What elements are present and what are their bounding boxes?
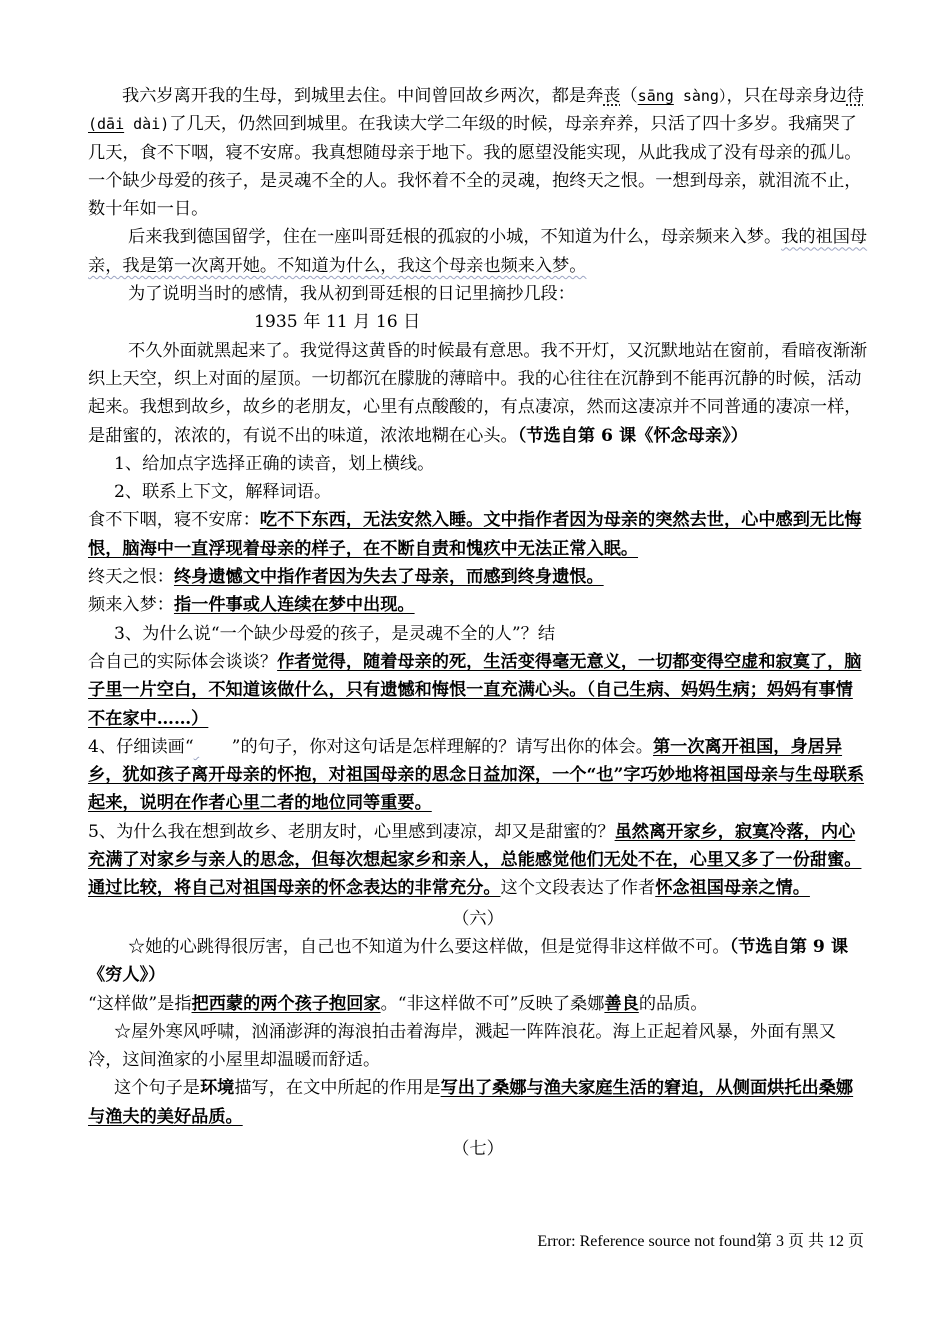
dotted-char: 丧 [603,86,621,106]
term-label: 终天之恨： [88,567,174,588]
pinyin-option: sāng [637,87,674,105]
wavy-line-sample [194,733,232,761]
text: “这样做”是指 [88,993,192,1014]
dotted-char: 待 [846,86,864,106]
text: 我六岁离开我的生母，到城里去住。中间曾回故乡两次，都是奔 [122,86,604,106]
question-3: 3、为什么说“一个缺少母爱的孩子，是灵魂不全的人”？结 [114,623,556,644]
pinyin-option: sàng） [673,87,727,105]
answer: 第一次离开祖国，身居异乡，犹如孩子离开母亲的怀抱，对祖国母亲的思念日益加深，一个“也”字巧妙地将祖国母亲与生母联系起来，说明在作者心里二者的地位同等重要。 [88,736,865,814]
answer: 写出了桑娜与渔夫家庭生活的窘迫，从侧面烘托出桑娜与渔夫的美好品质。 [88,1078,854,1127]
answer: 怀念祖国母亲之情。 [655,878,810,899]
text: 后来我到德国留学，住在一座叫哥廷根的孤寂的小城，不知道为什么，母亲频来入梦。 [128,227,782,248]
text: ☆她的心跳得很厉害，自己也不知道为什么要这样做，但是觉得非这样做不可。 [128,936,730,957]
document-page [88,82,868,1163]
text: 的品质。 [638,993,708,1014]
passage-paragraph-4 [88,337,868,450]
text: 。“非这样做不可”反映了桑娜 [380,993,605,1014]
question-2: 2、联系上下文，解释词语。 [114,482,332,503]
text: 4、仔细读画“ [88,736,194,757]
question-4 [88,733,868,818]
term-label: 食不下咽，寝不安席： [88,510,260,531]
question-1: 1、给加点字选择正确的读音，划上横线。 [114,453,435,474]
answer: 虽然离开家乡，寂寞冷落，内心充满了对家乡与亲人的思念，但每次想起家乡和亲人，总能感觉他们无处不在，心里又多了一份甜蜜。通过比较，将自己对祖国母亲的怀念表达的非常充分。 [88,821,862,899]
answer: 善良 [604,993,639,1014]
wavy-underlined-sentence: 我的祖国母亲，我是第一次离开她。不知道为什么，我这个母亲也频来入梦。 [88,227,868,276]
answer: 把西蒙的两个孩子抱回家 [191,993,381,1014]
question-5 [88,818,868,903]
text: 这个句子是 [114,1078,200,1099]
text: （ [620,86,638,106]
pinyin-option: dài) [124,115,170,134]
passage-paragraph-3: 为了说明当时的感情，我从初到哥廷根的日记里摘抄几段： [128,284,575,305]
text: 描写，在文中所起的作用是 [234,1078,441,1099]
term-1 [88,506,868,563]
source-note: （节选自第 9 课《穷人》） [88,936,849,986]
section-6-question-2 [88,1074,868,1131]
text: 不久外面就黑起来了。我觉得这黄昏的时候最有意思。我不开灯，又沉默地站在窗前，看暗夜渐渐织上天空，织上对面的屋顶。一切都沉在朦胧的薄暗中。我的心往往在沉静到不能再沉静的时候，活动起来。我想到故乡，故乡的老朋友，心里有点酸酸的，有点凄凉，然而这凄凉并不同普通的凄凉一样，是甜蜜的，浓浓的，有说不出的味道，浓浓地糊在心头。 [88,340,868,446]
text: 5、为什么我在想到故乡、老朋友时，心里感到凄凉，却又是甜蜜的？ [88,821,615,842]
diary-date: 1935 年 11 月 16 日 [254,312,421,333]
source-note: （节选自第 6 课《怀念母亲》） [517,425,748,446]
text: 了几天，仍然回到城里。在我读大学二年级的时候，母亲弃养，只活了四十多岁。我痛哭了几天，食不下咽，寝不安席。我真想随母亲于地下。我的愿望没能实现，从此我成了没有母亲的孤儿。一个缺少母爱的孩子，是灵魂不全的人。我怀着不全的灵魂，抱终天之恨。一想到母亲，就泪流不止，数十年如一日。 [88,114,862,220]
section-6-question-1 [88,990,868,1018]
term-answer: 吃不下东西，无法安然入睡。文中指作者因为母亲的突然去世，心中感到无比悔恨，脑海中一直浮现着母亲的样子，在不断自责和愧疚中无法正常入眠。 [88,510,862,559]
text: 这个文段表达了作者 [500,878,656,899]
term-label: 频来入梦： [88,595,174,616]
answer: 环境 [199,1078,235,1099]
section-7-heading: （七） [452,1138,504,1159]
term-2 [88,563,868,591]
term-answer: 终身遗憾文中指作者因为失去了母亲，而感到终身遗恨。 [173,567,604,588]
term-answer: 指一件事或人连续在梦中出现。 [173,595,415,616]
answer: 作者觉得，随着母亲的死，生活变得毫无意义，一切都变得空虚和寂寞了，脑子里一片空白，不知道该做什么，只有遗憾和悔恨一直充满心头。（自己生病、妈妈生病；妈妈有事情不在家中……） [88,651,862,729]
text: ”的句子，你对这句话是怎样理解的？请写出你的体会。 [231,736,653,757]
section-6-sentence-2: ☆屋外寒风呼啸，汹涌澎湃的海浪拍击着海岸，溅起一阵阵浪花。海上正起着风暴，外面有黑又冷，这间渔家的小屋里却温暖而舒适。 [88,1021,836,1071]
section-6-sentence-1 [88,933,868,990]
passage-paragraph-1 [88,82,868,223]
section-6-heading: （六） [452,908,504,929]
text: 合自己的实际体会谈谈？ [88,651,278,672]
term-3 [88,591,868,619]
passage-paragraph-2 [88,223,868,280]
question-3-answer [88,648,868,733]
text: ，只在母亲身边 [726,86,847,106]
page-footer: Error: Reference source not found第 3 页 共 12 页 [537,1233,864,1250]
pinyin-option: (dāi [88,115,125,134]
